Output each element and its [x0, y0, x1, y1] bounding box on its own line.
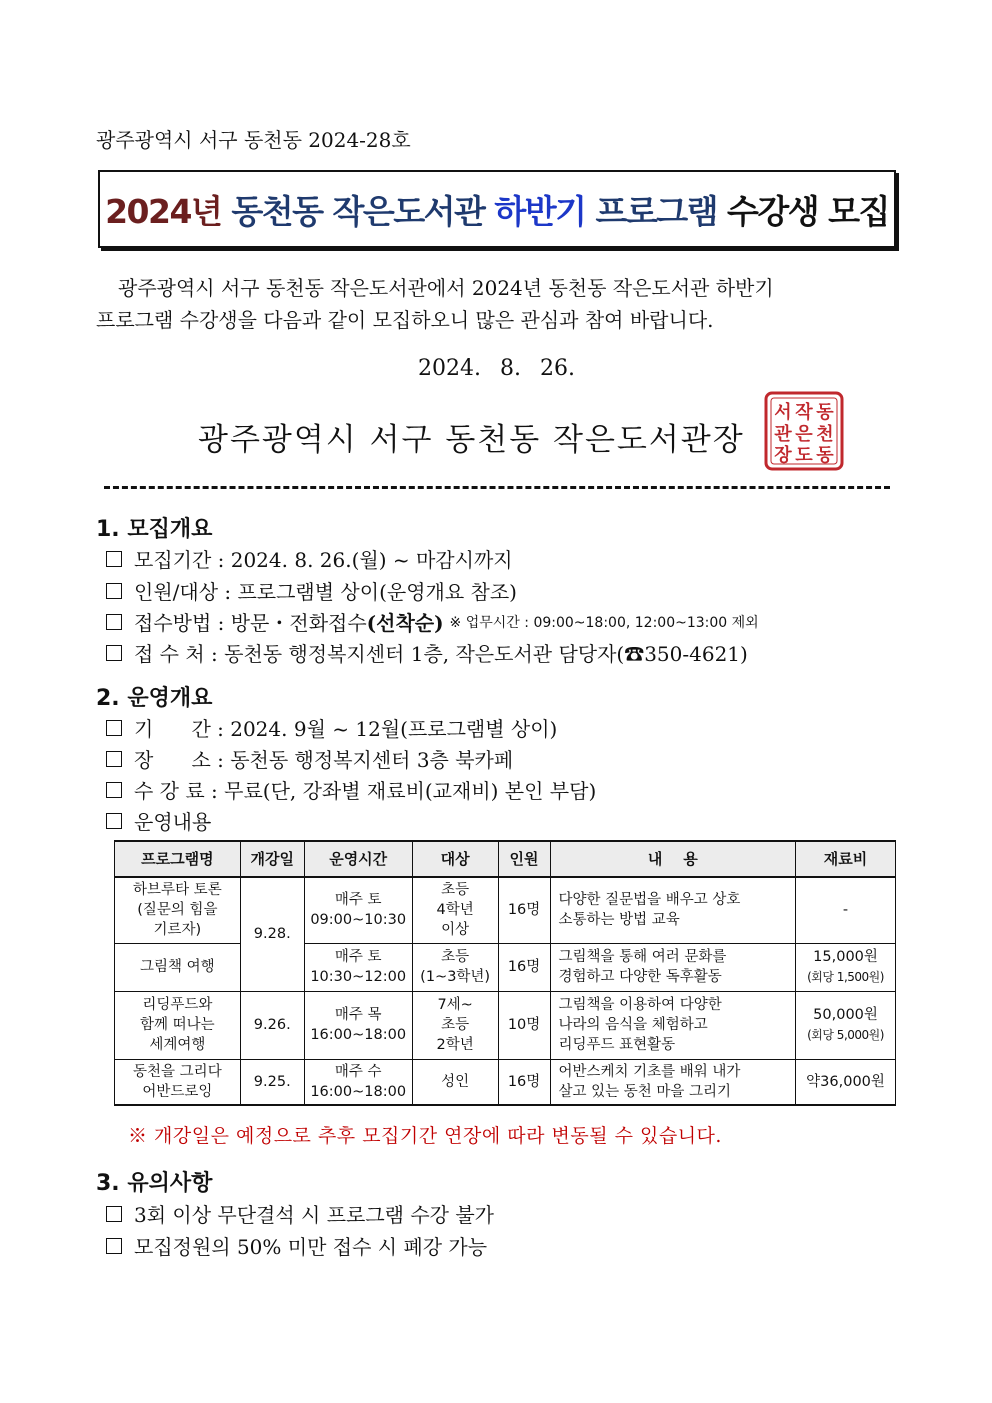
- checkbox-icon: [106, 813, 122, 829]
- document-number: 광주광역시 서구 동천동 2024-28호: [96, 128, 411, 152]
- checkbox-icon: [106, 551, 122, 567]
- section-divider: [104, 486, 890, 489]
- section-3-heading: 3. 유의사항: [96, 1171, 213, 1196]
- recruit-place-item: [96, 638, 748, 667]
- program-name-cell: 하브루타 토론 (질문의 힘을 기르자): [115, 877, 241, 943]
- fee-cell: -: [796, 877, 896, 943]
- svg-text:장: 장: [774, 445, 792, 466]
- recruit-method-text: 접수방법 : 방문・전화접수: [134, 611, 367, 635]
- checkbox-icon: [106, 782, 122, 798]
- checkbox-icon: [106, 1206, 122, 1222]
- content-cell: 다양한 질문법을 배우고 상호 소통하는 방법 교육: [550, 877, 796, 943]
- program-name-cell: 그림책 여행: [115, 943, 241, 991]
- fee-per-session: (회당 1,500원): [807, 970, 884, 984]
- recruit-target-text: 인원/대상 : 프로그램별 상이(운영개요 참조): [134, 580, 517, 604]
- svg-text:관: 관: [774, 424, 792, 445]
- people-cell: 16명: [498, 1059, 550, 1105]
- fee-cell: [796, 943, 896, 991]
- table-row: [115, 943, 896, 991]
- intro-line-2: 프로그램 수강생을 다음과 같이 모집하오니 많은 관심과 참여 바랍니다.: [96, 308, 714, 332]
- content-cell: 그림책을 이용하여 다양한 나라의 음식을 체험하고 리딩푸드 표현활동: [550, 991, 796, 1059]
- start-date-cell: 9.25.: [240, 1059, 304, 1105]
- document-date: 2024. 8. 26.: [418, 356, 575, 381]
- checkbox-icon: [106, 751, 122, 767]
- operation-fee-item: [96, 775, 596, 804]
- target-cell: 초등 4학년 이상: [412, 877, 498, 943]
- notice-absence-text: 3회 이상 무단결석 시 프로그램 수강 불가: [134, 1203, 494, 1227]
- title-program: 프로그램: [595, 191, 717, 231]
- operation-fee-text: 수 강 료 : 무료(단, 강좌별 재료비(교재비) 본인 부담): [134, 779, 597, 803]
- col-header-target: 대상: [412, 841, 498, 877]
- operation-period-item: [96, 713, 557, 742]
- title-half: 하반기: [494, 191, 586, 231]
- section-2-heading: 2. 운영개요: [96, 686, 213, 711]
- program-name-cell: 리딩푸드와 함께 떠나는 세계여행: [115, 991, 241, 1059]
- fee-amount: 15,000원: [813, 949, 878, 965]
- table-row: [115, 991, 896, 1059]
- title-library: 동천동 작은도서관: [231, 191, 485, 231]
- checkbox-icon: [106, 1238, 122, 1254]
- fee-cell: 약36,000원: [796, 1059, 896, 1105]
- notice-item: [96, 1199, 494, 1228]
- operation-content-text: 운영내용: [134, 810, 212, 834]
- time-cell: 매주 토 10:30~12:00: [304, 943, 412, 991]
- intro-line-1: 광주광역시 서구 동천동 작은도서관에서 2024년 동천동 작은도서관 하반기: [118, 276, 774, 300]
- office-hours-note: ※ 업무시간 : 09:00~18:00, 12:00~13:00 제외: [449, 614, 759, 631]
- col-header-start: 개강일: [240, 841, 304, 877]
- svg-text:동: 동: [816, 402, 834, 423]
- col-header-program: 프로그램명: [115, 841, 241, 877]
- recruit-method-item: [96, 607, 759, 636]
- col-header-people: 인원: [498, 841, 550, 877]
- recruit-target-item: [96, 576, 517, 605]
- operation-place-text: 장 소 : 동천동 행정복지센터 3층 북카페: [134, 748, 514, 772]
- recruit-period-item: [96, 544, 513, 573]
- target-cell: 7세~ 초등 2학년: [412, 991, 498, 1059]
- document-title: [98, 170, 896, 248]
- issuing-organization: 광주광역시 서구 동천동 작은도서관장: [198, 422, 745, 458]
- notice-cancel-text: 모집정원의 50% 미만 접수 시 폐강 가능: [134, 1235, 488, 1259]
- people-cell: 16명: [498, 877, 550, 943]
- title-recruit: 수강생 모집: [727, 191, 889, 231]
- content-cell: 그림책을 통해 여러 문화를 경험하고 다양한 독후활동: [550, 943, 796, 991]
- schedule-change-note: ※ 개강일은 예정으로 추후 모집기간 연장에 따라 변동될 수 있습니다.: [128, 1125, 722, 1147]
- fee-per-session: (회당 5,000원): [807, 1028, 884, 1042]
- svg-text:천: 천: [816, 424, 834, 445]
- checkbox-icon: [106, 720, 122, 736]
- recruit-period-text: 모집기간 : 2024. 8. 26.(월) ~ 마감시까지: [134, 548, 513, 572]
- time-cell: 매주 토 09:00~10:30: [304, 877, 412, 943]
- intro-paragraph: [96, 272, 896, 336]
- time-cell: 매주 수 16:00~18:00: [304, 1059, 412, 1105]
- operation-content-item: [96, 806, 211, 835]
- content-cell: 어반스케치 기초를 배워 내가 살고 있는 동천 마을 그리기: [550, 1059, 796, 1105]
- target-cell: 초등 (1~3학년): [412, 943, 498, 991]
- operation-place-item: [96, 744, 513, 773]
- target-cell: 성인: [412, 1059, 498, 1105]
- program-name-cell: 동천을 그리다 어반드로잉: [115, 1059, 241, 1105]
- checkbox-icon: [106, 614, 122, 630]
- program-table: [114, 840, 896, 1106]
- table-row: [115, 1059, 896, 1105]
- start-date-cell: 9.28.: [240, 877, 304, 991]
- start-date-cell: 9.26.: [240, 991, 304, 1059]
- checkbox-icon: [106, 645, 122, 661]
- section-1-heading: 1. 모집개요: [96, 517, 213, 542]
- notice-item: [96, 1231, 487, 1260]
- col-header-fee: 재료비: [796, 841, 896, 877]
- table-header-row: [115, 841, 896, 877]
- operation-period-text: 기 간 : 2024. 9월 ~ 12월(프로그램별 상이): [134, 717, 558, 741]
- fee-cell: [796, 991, 896, 1059]
- people-cell: 10명: [498, 991, 550, 1059]
- title-year: 2024년: [105, 191, 222, 231]
- checkbox-icon: [106, 583, 122, 599]
- official-seal: [763, 390, 845, 472]
- fee-amount: 50,000원: [813, 1007, 878, 1023]
- people-cell: 16명: [498, 943, 550, 991]
- recruit-method-bold: (선착순): [366, 611, 444, 635]
- recruit-place-text: 접 수 처 : 동천동 행정복지센터 1층, 작은도서관 담당자(☎350-4621): [134, 642, 748, 666]
- svg-text:작: 작: [795, 402, 813, 423]
- time-cell: 매주 목 16:00~18:00: [304, 991, 412, 1059]
- col-header-content: 내 용: [550, 841, 796, 877]
- svg-text:도: 도: [795, 445, 813, 466]
- table-row: [115, 877, 896, 943]
- svg-text:동: 동: [816, 445, 834, 466]
- svg-text:서: 서: [774, 402, 792, 423]
- svg-text:은: 은: [795, 424, 813, 445]
- col-header-time: 운영시간: [304, 841, 412, 877]
